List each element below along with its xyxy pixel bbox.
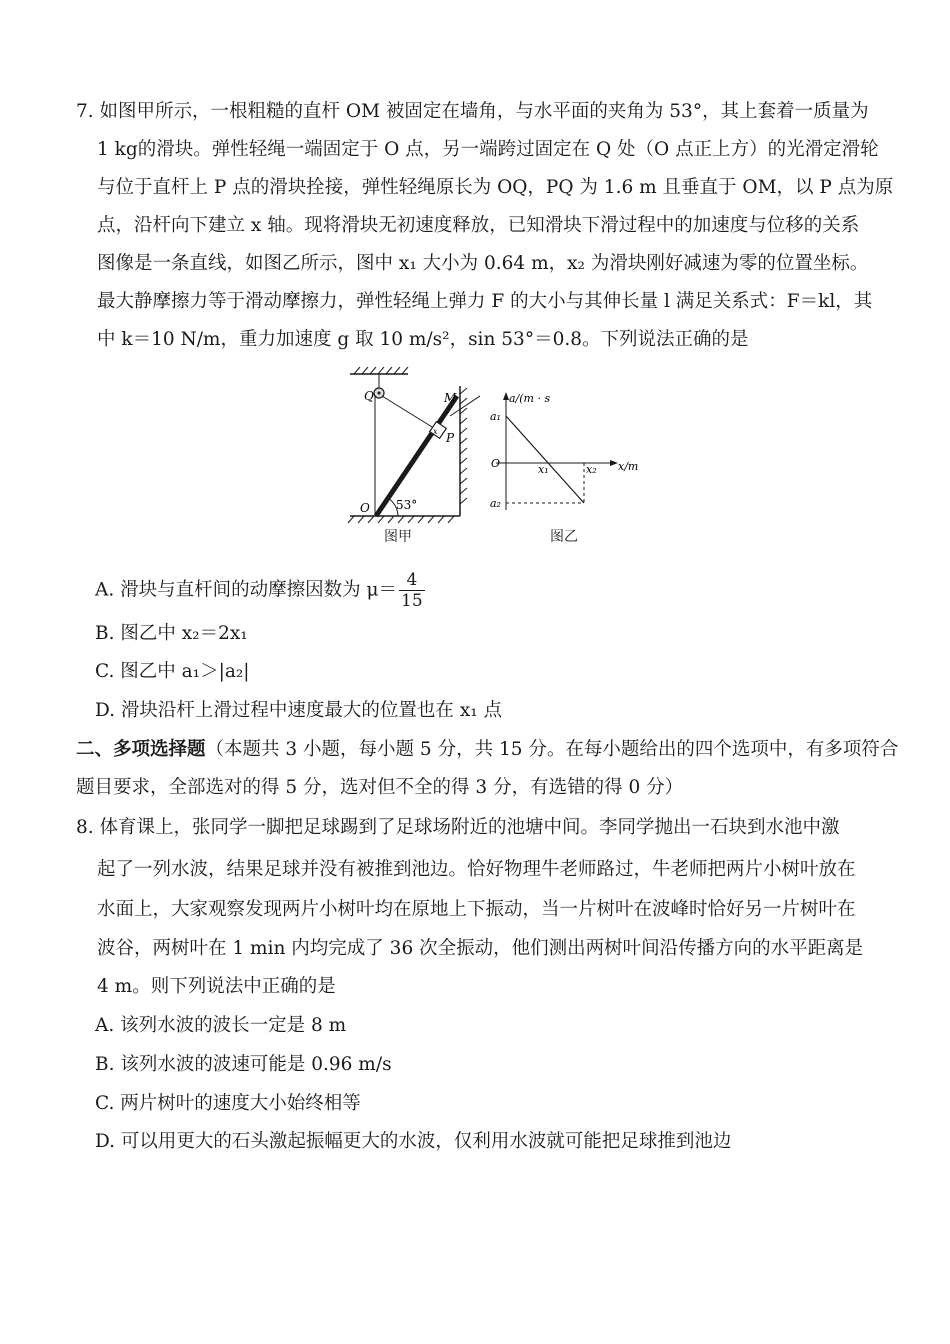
graph-x1: x₁: [538, 463, 549, 476]
angle-label: 53°: [396, 498, 418, 512]
section2-title: 二、多项选择题: [76, 739, 206, 760]
graph-a1: a₁: [490, 410, 501, 423]
figure-b-caption: 图乙: [550, 529, 578, 545]
q8-line-3: 水面上，大家观察发现两片小树叶均在原地上下振动，当一片树叶在波峰时恰好另一片树叶在: [97, 899, 856, 920]
q7-option-b: B. 图乙中 x₂＝2x₁: [95, 623, 248, 644]
q8-line-5: 4 m。则下列说法中正确的是: [97, 976, 336, 997]
q7-line-5: 图像是一条直线，如图乙所示，图中 x₁ 大小为 0.64 m，x₂ 为滑块刚好减速为零的位置坐标。: [97, 253, 869, 274]
q8-option-a: A. 该列水波的波长一定是 8 m: [95, 1015, 347, 1036]
graph-ylabel: a/(m · s: [509, 392, 551, 405]
q8-option-c: C. 两片树叶的速度大小始终相等: [95, 1093, 361, 1114]
q7-option-a-fraction: [399, 570, 425, 611]
q8-line-1: 8. 体育课上，张同学一脚把足球踢到了足球场附近的池塘中间。李同学抛出一石块到水池中激: [76, 817, 840, 838]
section2-desc-2: 题目要求，全部选对的得 5 分，选对但不全的得 3 分，有选错的得 0 分）: [76, 777, 684, 798]
graph-xlabel: x/m: [618, 460, 639, 473]
q8-option-b: B. 该列水波的波速可能是 0.96 m/s: [95, 1054, 392, 1075]
figure-b-graph: [486, 390, 646, 515]
fraction-numerator: 4: [399, 570, 425, 591]
q7-option-a: [95, 570, 425, 611]
label-x: x: [433, 427, 438, 436]
q7-line-4: 点，沿杆向下建立 x 轴。现将滑块无初速度释放，已知滑块下滑过程中的加速度与位移的关系: [97, 215, 860, 236]
q7-line-6: 最大静摩擦力等于滑动摩擦力，弹性轻绳上弹力 F 的大小与其伸长量 l 满足关系式：F＝kl，其: [97, 291, 873, 312]
label-p: P: [446, 431, 455, 445]
section2-desc-1: （本题共 3 小题，每小题 5 分，共 15 分。在每小题给出的四个选项中，有多项符合: [205, 739, 899, 760]
section2-heading: [76, 736, 898, 764]
rope-qp: [382, 396, 437, 430]
figure-a-diagram: [340, 364, 480, 529]
graph-line: [506, 416, 584, 503]
floor-hatch: [348, 516, 454, 523]
q7-option-d: D. 滑块沿杆上滑过程中速度最大的位置也在 x₁ 点: [95, 700, 503, 721]
q7-line-3: 与位于直杆上 P 点的滑块拴接，弹性轻绳原长为 OQ，PQ 为 1.6 m 且垂直于 OM，以 P 点为原: [97, 177, 894, 198]
ceiling-hatch: [354, 367, 408, 374]
q8-line-2: 起了一列水波，结果足球并没有被推到池边。恰好物理牛老师路过，牛老师把两片小树叶放在: [97, 859, 856, 880]
q7-option-c: C. 图乙中 a₁＞|a₂|: [95, 661, 250, 682]
q8-line-4: 波谷，两树叶在 1 min 内均完成了 36 次全振动，他们测出两树叶间沿传播方向的水平距离是: [97, 938, 864, 959]
graph-origin: O: [491, 457, 501, 470]
q7-line-1: 7. 如图甲所示，一根粗糙的直杆 OM 被固定在墙角，与水平面的夹角为 53°，其上套着一质量为: [76, 101, 869, 122]
q7-line-2: 1 kg的滑块。弹性轻绳一端固定于 O 点，另一端跨过固定在 Q 处（O 点正上方）的光滑定滑轮: [97, 139, 879, 160]
figure-a-caption: 图甲: [384, 529, 412, 545]
label-m: M: [444, 391, 457, 405]
q8-option-d: D. 可以用更大的石头激起振幅更大的水波，仅利用水波就可能把足球推到池边: [95, 1131, 732, 1152]
label-q: Q: [364, 389, 374, 403]
label-o: O: [360, 501, 370, 515]
graph-a2: a₂: [490, 497, 501, 510]
graph-x2: x₂: [586, 463, 597, 476]
fraction-denominator: 15: [401, 591, 423, 611]
q7-option-a-text: A. 滑块与直杆间的动摩擦因数为 μ＝: [95, 579, 398, 601]
q7-line-7: 中 k＝10 N/m，重力加速度 g 取 10 m/s²，sin 53°＝0.8。下列说法正确的是: [97, 329, 749, 350]
